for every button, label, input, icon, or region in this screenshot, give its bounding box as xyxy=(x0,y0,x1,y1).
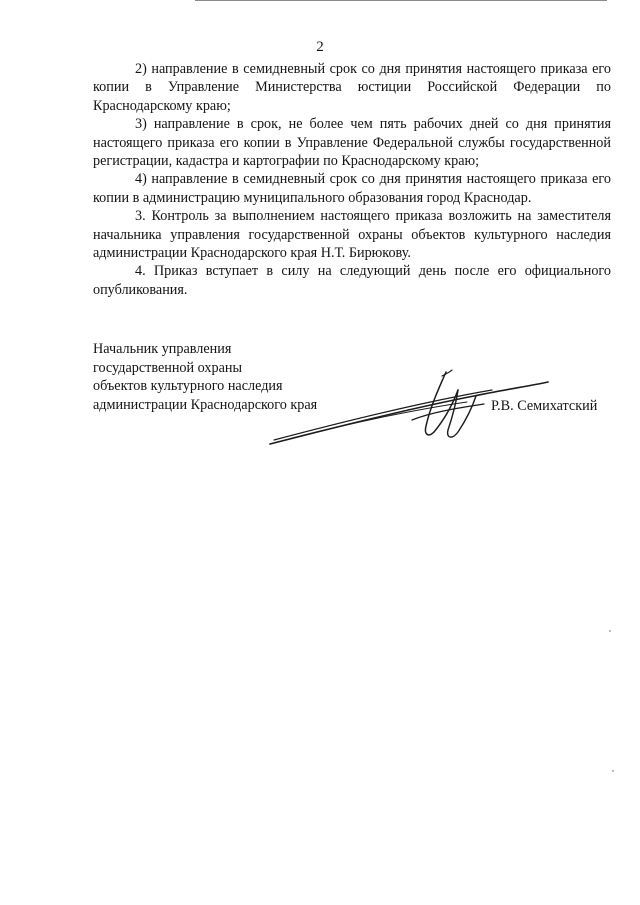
scan-dot xyxy=(612,770,614,772)
page-number: 2 xyxy=(316,39,324,55)
paragraph-item-4: 4) направление в семидневный срок со дня принятия настоящего приказа его копии в администрацию муниципального образования город Краснодар. xyxy=(93,171,611,206)
signatory-title-line: объектов культурного наследия xyxy=(93,378,283,395)
signatory-title-line: администрации Краснодарского края xyxy=(93,396,318,413)
paragraph-clause-3: 3. Контроль за выполнением настоящего приказа возложить на заместителя начальника управления государственной охраны объектов культурного наследия администрации Краснодарского края Н.Т. Бирюкову. xyxy=(93,208,611,262)
scan-edge-line xyxy=(195,0,607,1)
signatory-title-line: Начальник управления xyxy=(93,341,232,357)
paragraph-item-3: 3) направление в срок, не более чем пять рабочих дней со дня принятия настоящего приказа его копии в Управление Федеральной службы государственной регистрации, кадастра и картографии по Краснодарскому краю; xyxy=(93,116,611,170)
document-body xyxy=(93,60,611,299)
signatory-title-line: государственной охраны xyxy=(93,359,243,376)
paragraph-item-2: 2) направление в семидневный срок со дня принятия настоящего приказа его копии в Управление Министерства юстиции Российской Федерации по Краснодарскому краю; xyxy=(93,61,611,114)
scan-dot xyxy=(609,630,611,632)
paragraph-clause-4: 4. Приказ вступает в силу на следующий день после его официального опубликования. xyxy=(93,263,611,298)
signer-name: Р.В. Семихатский xyxy=(491,398,598,414)
